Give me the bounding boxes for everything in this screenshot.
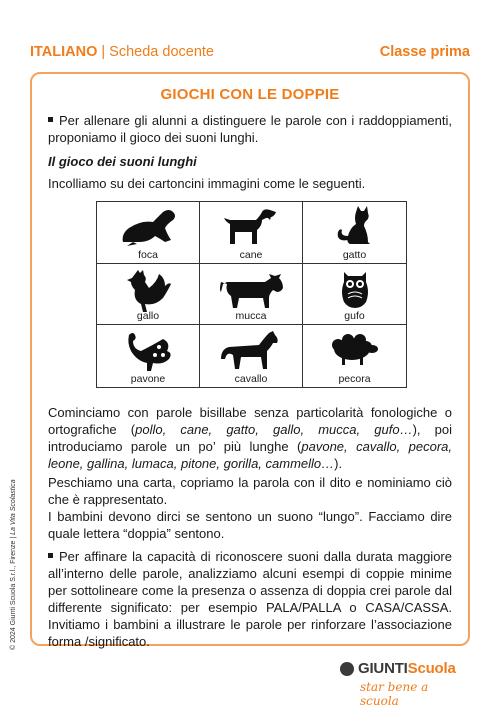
para1-examples-short: pollo, cane, gatto, gallo, mucca, gufo… [135,422,413,437]
animal-card [97,264,200,326]
dog-icon [216,206,286,248]
animal-label: foca [138,248,158,261]
animal-label: gufo [344,310,365,323]
intro-text: Per allenare gli alunni a distinguere le parole con i raddoppiamenti, proponiamo il gioco dei suoni lunghi. [48,113,452,145]
paragraph4-text: Per affinare la capacità di riconoscere suoni dalla durata maggiore all’interno delle parole, analizziamo alcuni esempi di coppie minime per sottolineare come la presenza o assenza di doppia crei parole dal differente significato: per esempio PALA/PALLA o CASA/CASSA. Invitiamo i bambini a illustrare le parole per rinforzare l’associazione forma /significato. [48,549,452,649]
grade-label: Classe prima [379,44,470,60]
cat-icon [320,206,390,248]
horse-icon [213,329,289,375]
content-card [30,72,470,649]
credit-magazine: La Vita Scolastica [10,479,17,535]
animal-label: gallo [136,310,160,323]
animal-card [303,202,406,264]
animal-grid [96,201,407,388]
paragraph-long-sound: I bambini devono dirci se sentono un suono “lungo”. Facciamo dire quale lettera “doppia” sentono. [48,509,452,541]
animal-card [200,325,303,387]
logo-brand-dark: GIUNTI [358,660,408,677]
para1-text-b: ), poi introduciamo parole un po’ più lunghe ( [48,422,453,454]
subheading: Il gioco dei suoni lunghi [48,154,197,169]
cow-icon [213,268,289,312]
bullet-icon [48,553,53,558]
sheep-icon [320,329,390,373]
owl-icon [320,268,390,312]
animal-card [303,325,406,387]
credit-text: © 2024 Giunti Scuola S.r.l., Firenze | [10,534,17,650]
giunti-scuola-logo [340,660,470,708]
subject-label [30,44,214,60]
logo-brand-orange: Scuola [407,660,456,677]
header-separator: | [101,44,106,60]
animal-label: pavone [130,373,166,385]
animal-card [200,264,303,326]
page-header [30,44,470,66]
sheet-type: Scheda docente [109,44,214,60]
subject-text: ITALIANO [30,44,98,60]
animal-label: gatto [342,248,367,261]
paragraph-draw-card: Peschiamo una carta, copriamo la parola con il dito e nominiamo ciò che è rappresentato. [48,475,452,507]
copyright-credit [10,479,17,650]
logo-brand [358,660,456,677]
rooster-icon [113,268,183,314]
paragraph-minimal-pairs [48,548,452,650]
seal-icon [113,206,183,248]
logo-mark-icon [340,662,354,676]
intro-paragraph [48,112,452,146]
instruction-text: Incolliamo su dei cartoncini immagini come le seguenti. [48,176,366,191]
animal-card [200,202,303,264]
para1-text-a: Cominciamo con parole bisillabe senza particolarità fonologiche o ortografiche ( [48,405,452,437]
animal-label: cane [239,248,263,261]
animal-card [303,264,406,326]
para1-text-c: ). [334,456,343,471]
animal-card [97,325,200,387]
peacock-icon [113,329,183,375]
para1-examples-long: pavone, cavallo, pecora, leone, gallina, lumaca, pitone, gorilla, cammello… [48,439,452,471]
animal-card [97,202,200,264]
animal-label: cavallo [234,373,268,385]
animal-label: mucca [235,310,267,323]
card-title: GIOCHI CON LE DOPPIE [160,86,340,103]
logo-tagline: star bene a scuola [360,680,429,708]
paragraph-examples [48,404,452,472]
bullet-icon [48,117,53,122]
animal-label: pecora [338,373,371,385]
